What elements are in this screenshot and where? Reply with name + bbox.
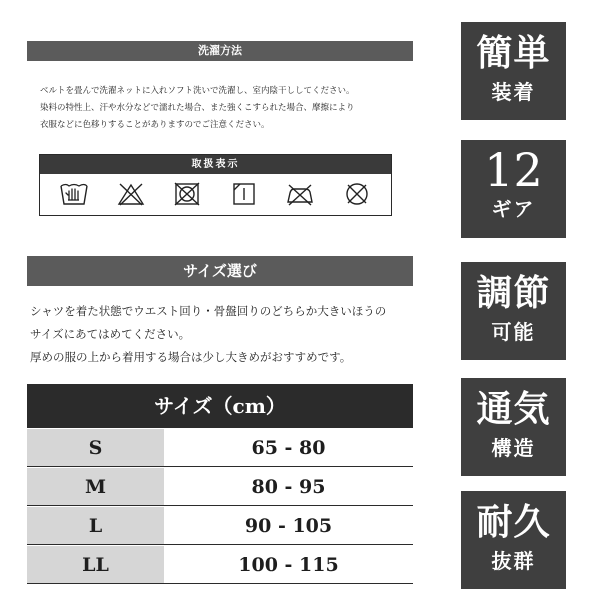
size-range: 90 - 105 bbox=[244, 515, 333, 537]
feature-badge-durable bbox=[461, 491, 566, 589]
table-row bbox=[27, 468, 413, 506]
size-line: シャツを着た状態でウエスト回り・骨盤回りのどちらか大きいほうの bbox=[30, 304, 387, 318]
size-instructions bbox=[30, 300, 430, 369]
size-label: S bbox=[27, 429, 164, 466]
care-label-title: 取扱表示 bbox=[40, 155, 391, 174]
washing-title-bar: 洗濯方法 bbox=[27, 41, 413, 61]
hand-wash-icon bbox=[58, 180, 90, 208]
size-label: L bbox=[27, 507, 164, 544]
size-table bbox=[27, 384, 413, 584]
no-tumble-dry-icon bbox=[171, 180, 203, 208]
size-range: 80 - 95 bbox=[251, 476, 326, 498]
no-iron-icon bbox=[284, 180, 316, 208]
size-line: 厚めの服の上から着用する場合は少し大きめがおすすめです。 bbox=[30, 350, 352, 364]
feature-badge-easy bbox=[461, 22, 566, 120]
feature-badge-gears bbox=[461, 140, 566, 238]
badge-main: 耐久 bbox=[476, 501, 551, 543]
badge-main: 12 bbox=[484, 143, 543, 197]
table-row bbox=[27, 546, 413, 584]
washing-line: ベルトを畳んで洗濯ネットに入れソフト洗いで洗濯し、室内陰干ししてください。 bbox=[40, 86, 355, 96]
washing-line: 染料の特性上、汗や水分などで濡れた場合、また強くこすられた場合、摩擦により bbox=[40, 103, 355, 113]
washing-line: 衣服などに色移りすることがありますのでご注意ください。 bbox=[40, 120, 270, 130]
badge-sub: 可能 bbox=[491, 320, 536, 344]
badge-main: 通気 bbox=[476, 388, 551, 430]
care-label-box bbox=[39, 154, 392, 216]
badge-sub: 装着 bbox=[491, 80, 536, 104]
badge-sub: 構造 bbox=[491, 436, 536, 460]
table-row bbox=[27, 429, 413, 467]
washing-instructions bbox=[40, 83, 420, 134]
size-line: サイズにあてはめてください。 bbox=[30, 327, 191, 341]
size-table-header: サイズ（cm） bbox=[27, 384, 413, 428]
badge-main: 調節 bbox=[476, 272, 551, 314]
table-row bbox=[27, 507, 413, 545]
care-icons-row bbox=[40, 174, 391, 214]
size-label: M bbox=[27, 468, 164, 505]
badge-main: 簡単 bbox=[476, 32, 551, 74]
no-dry-clean-icon bbox=[341, 180, 373, 208]
badge-sub: ギア bbox=[491, 197, 536, 221]
size-range: 65 - 80 bbox=[251, 437, 326, 459]
no-bleach-icon bbox=[115, 180, 147, 208]
badge-sub: 抜群 bbox=[491, 549, 536, 573]
feature-badge-adjustable bbox=[461, 262, 566, 360]
size-range: 100 - 115 bbox=[238, 554, 339, 576]
size-title-bar: サイズ選び bbox=[27, 256, 413, 286]
feature-badge-breathable bbox=[461, 378, 566, 476]
size-label: LL bbox=[27, 546, 164, 583]
line-dry-shade-icon bbox=[228, 180, 260, 208]
